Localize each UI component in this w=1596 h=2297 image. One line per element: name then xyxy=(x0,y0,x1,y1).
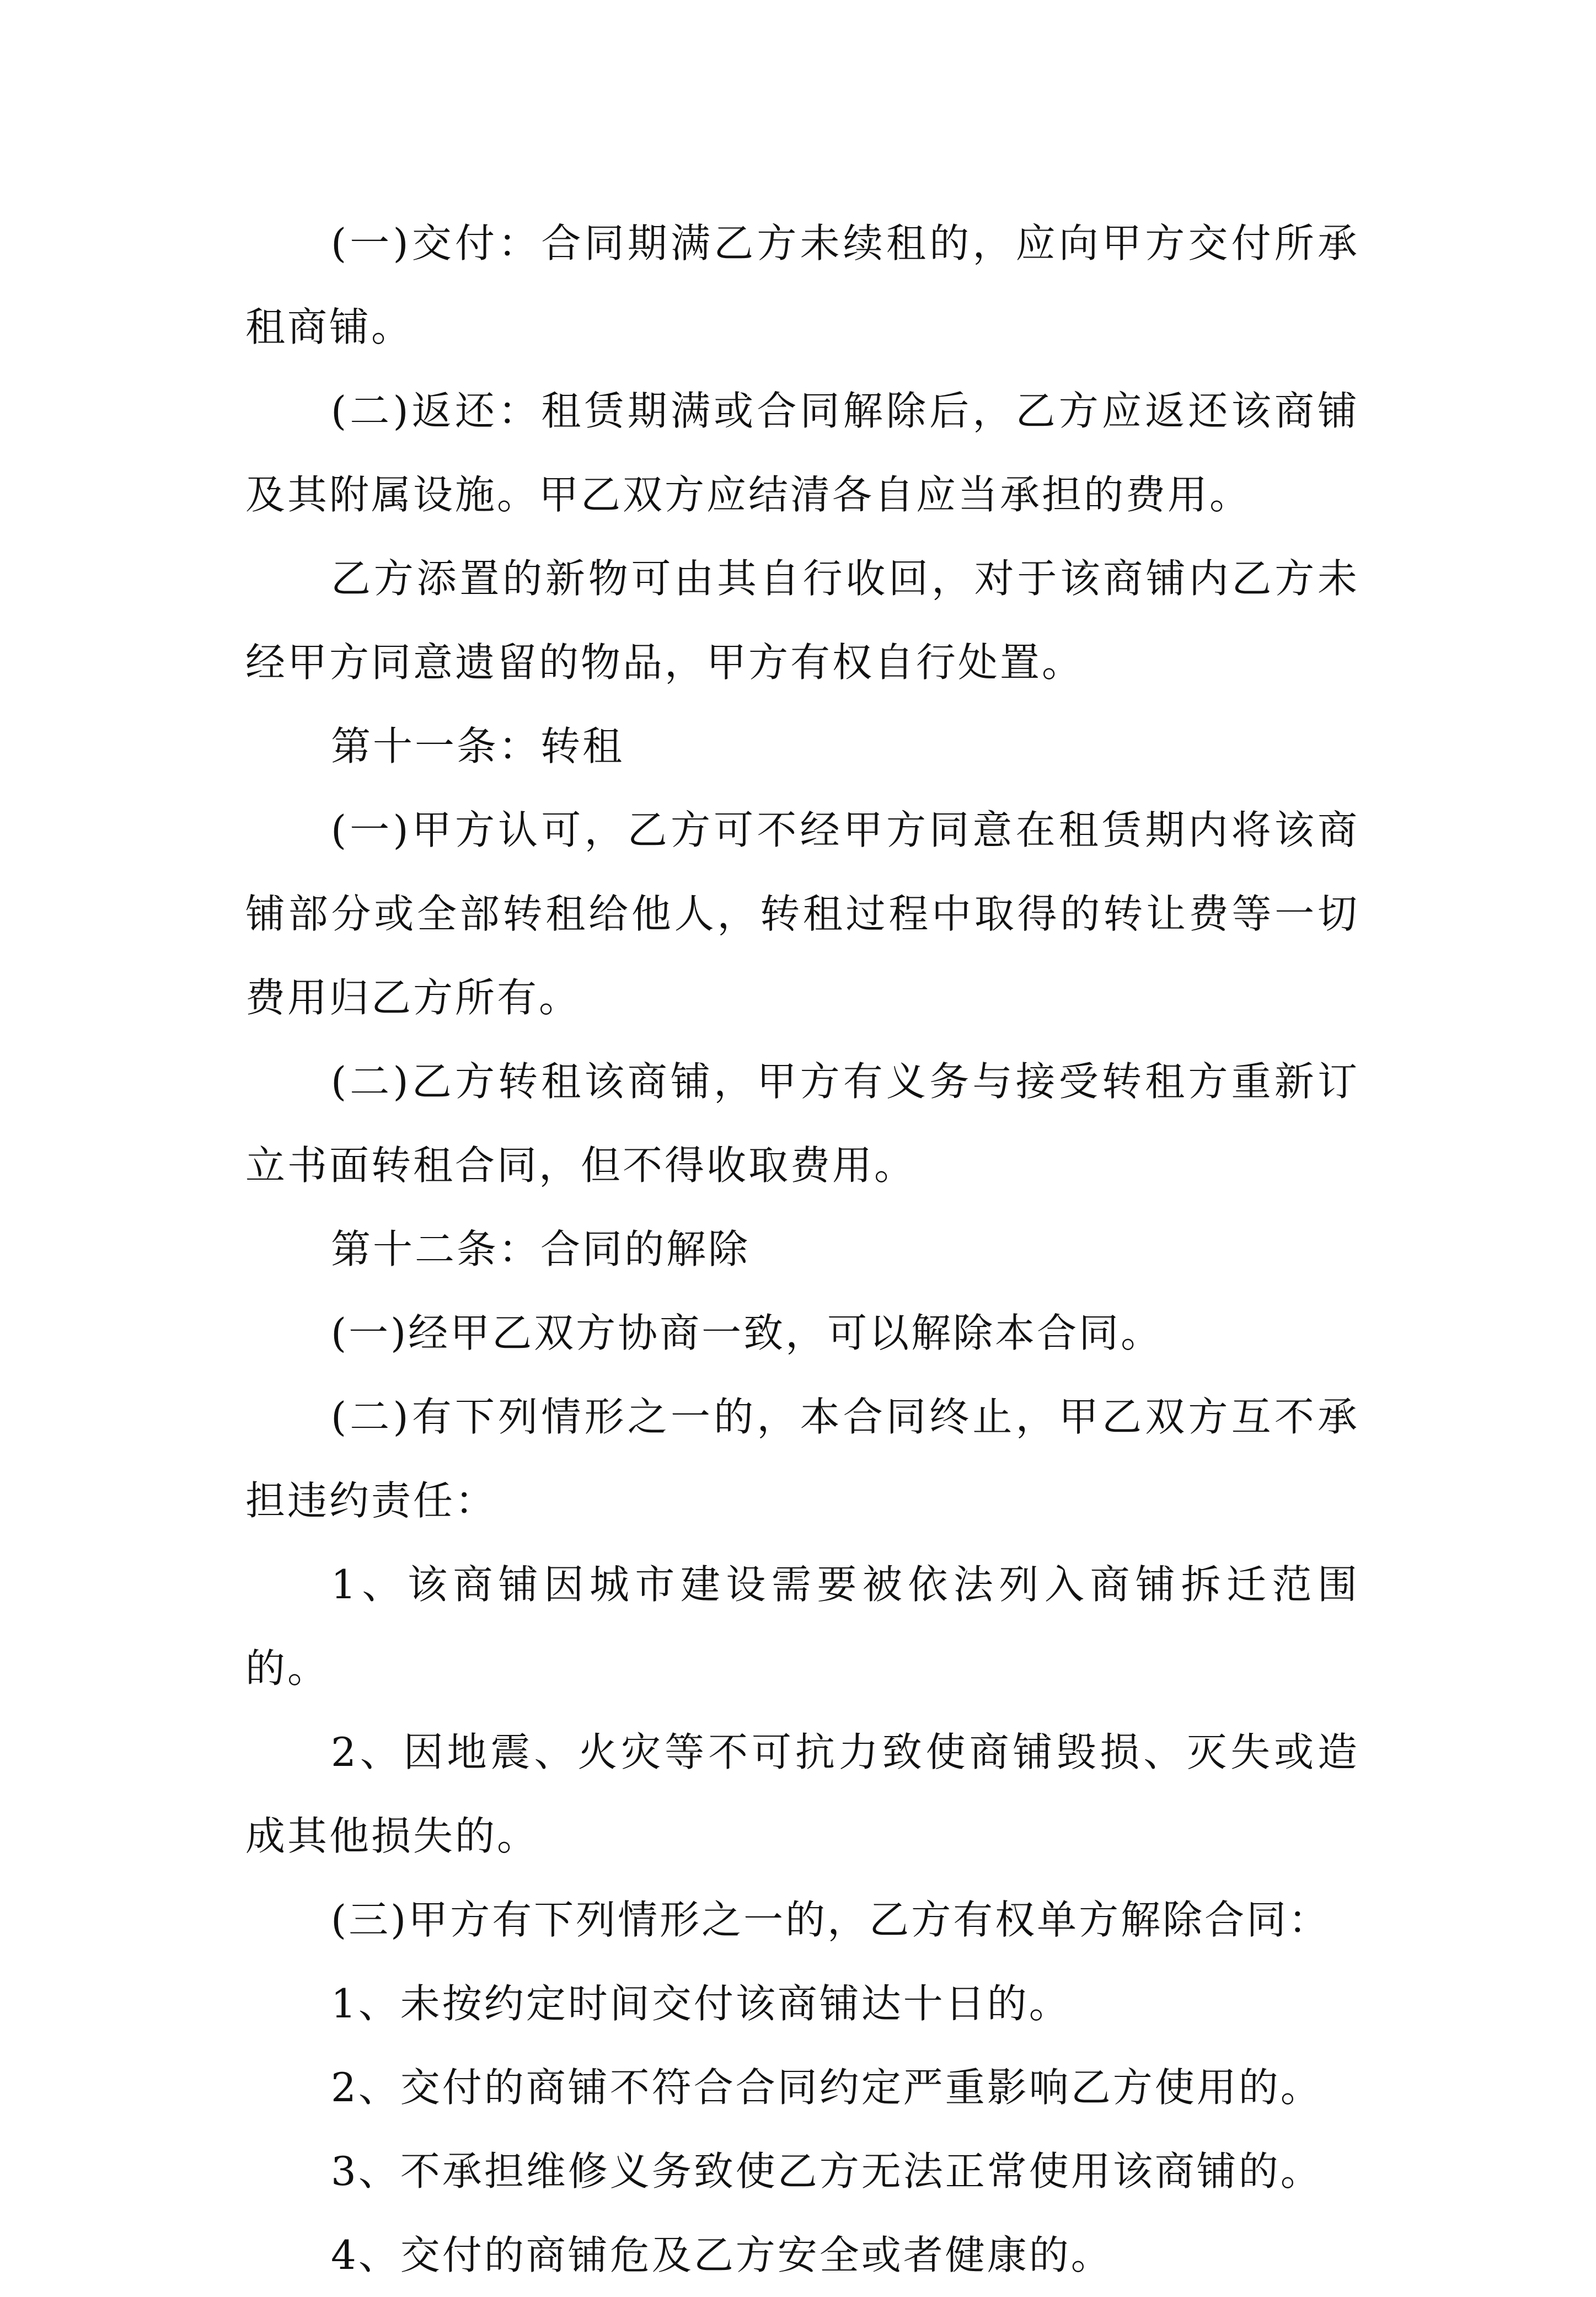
list-item-demolition: 1、该商铺因城市建设需要被依法列入商铺拆迁范围的。 xyxy=(245,1561,1359,1691)
paragraph-sublease-1: (一)甲方认可，乙方可不经甲方同意在租赁期内将该商铺部分或全部转租给他人，转租过程中取得的转让费等一切费用归乙方所有。 xyxy=(245,807,1359,1021)
paragraph-termination-2: (二)有下列情形之一的，本合同终止，甲乙双方互不承担违约责任： xyxy=(245,1394,1359,1524)
document-body xyxy=(245,201,1359,2297)
paragraph-termination-1: (一)经甲乙双方协商一致，可以解除本合同。 xyxy=(331,1310,1163,1356)
paragraph-added-items: 乙方添置的新物可由其自行收回，对于该商铺内乙方未经甲方同意遗留的物品，甲方有权自行处置。 xyxy=(245,555,1359,686)
paragraph-sublease-2: (二)乙方转租该商铺，甲方有义务与接受转租方重新订立书面转租合同，但不得收取费用。 xyxy=(245,1058,1359,1188)
list-item-force-majeure: 2、因地震、火灾等不可抗力致使商铺毁损、灭失或造成其他损失的。 xyxy=(245,1729,1359,1859)
paragraph-delivery: (一)交付：合同期满乙方未续租的，应向甲方交付所承租商铺。 xyxy=(245,220,1359,350)
list-item-safety: 4、交付的商铺危及乙方安全或者健康的。 xyxy=(331,2232,1113,2278)
article-12-heading: 第十二条：合同的解除 xyxy=(331,1226,751,1272)
paragraph-termination-3: (三)甲方有下列情形之一的，乙方有权单方解除合同： xyxy=(331,1897,1331,1943)
paragraph-return: (二)返还：租赁期满或合同解除后，乙方应返还该商铺及其附属设施。甲乙双方应结清各自应当承担的费用。 xyxy=(245,388,1359,518)
article-11-heading: 第十一条：转租 xyxy=(331,723,625,769)
list-item-late-delivery: 1、未按约定时间交付该商铺达十日的。 xyxy=(331,1980,1071,2027)
list-item-nonconforming: 2、交付的商铺不符合合同约定严重影响乙方使用的。 xyxy=(331,2064,1322,2111)
list-item-no-repair: 3、不承担维修义务致使乙方无法正常使用该商铺的。 xyxy=(331,2148,1322,2194)
